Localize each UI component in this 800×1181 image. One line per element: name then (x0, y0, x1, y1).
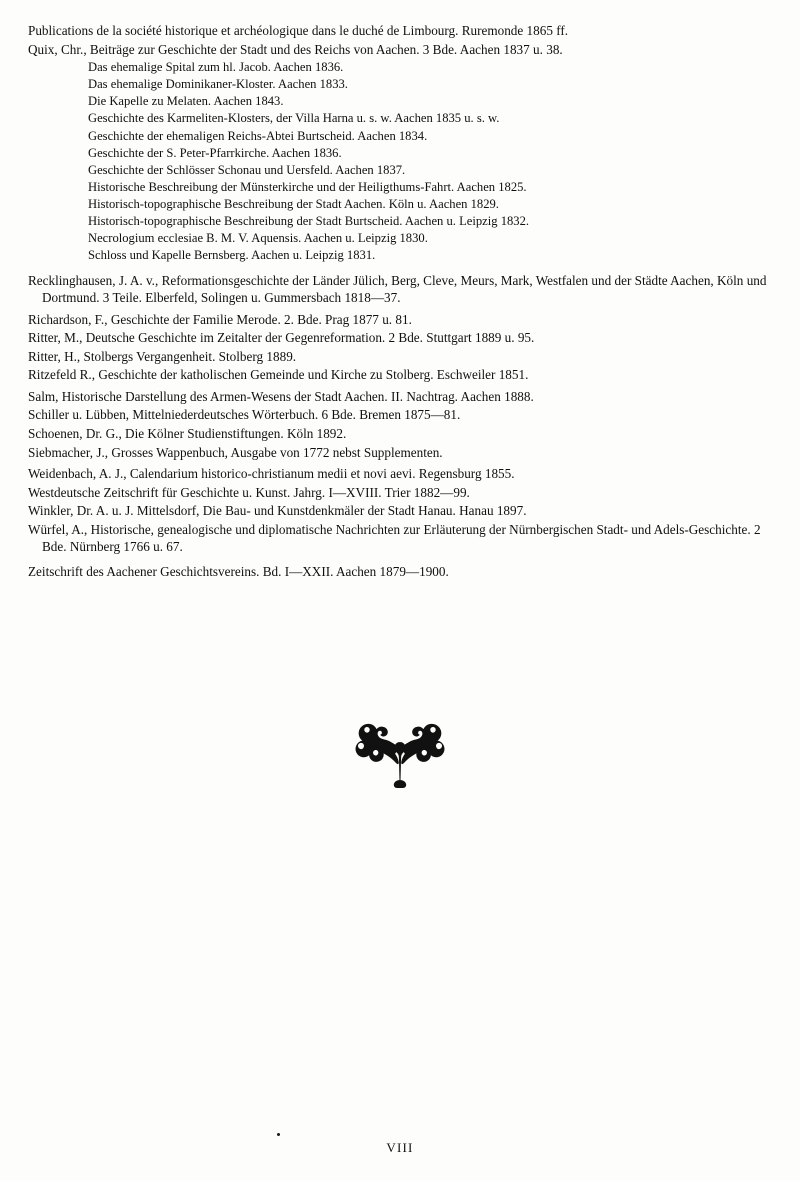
bibliography-entry: Quix, Chr., Beiträge zur Geschichte der Stadt und des Reichs von Aachen. 3 Bde. Aachen 1837 u. 38. (28, 41, 563, 57)
bibliography-subentry: Das ehemalige Dominikaner-Kloster. Aachen 1833. (88, 77, 348, 92)
bibliography-entry: Ritzefeld R., Geschichte der katholischen Gemeinde und Kirche zu Stolberg. Eschweiler 1851. (28, 367, 529, 383)
bibliography-subentry: Das ehemalige Spital zum hl. Jacob. Aachen 1836. (88, 60, 344, 75)
bibliography-subentry: Geschichte des Karmeliten-Klosters, der Villa Harna u. s. w. Aachen 1835 u. s. w. (88, 111, 500, 126)
bibliography-entry: Recklinghausen, J. A. v., Reformationsgeschichte der Länder Jülich, Berg, Cleve, Meurs, Mark, Westfalen und der Städte Aachen, Köln und Dortmund. 3 Teile. Elberfeld, Solingen u. Gummersbach 1818—37. (28, 272, 767, 306)
folio-marker-dot (277, 1133, 280, 1136)
bibliography-entry: Richardson, F., Geschichte der Familie Merode. 2. Bde. Prag 1877 u. 81. (28, 311, 412, 327)
bibliography-entry: Weidenbach, A. J., Calendarium historico-christianum medii et novi aevi. Regensburg 1855. (28, 466, 515, 482)
bibliography-entry: Schoenen, Dr. G., Die Kölner Studienstiftungen. Köln 1892. (28, 425, 347, 441)
bibliography-entry: Siebmacher, J., Grosses Wappenbuch, Ausgabe von 1772 nebst Supplementen. (28, 444, 443, 460)
bibliography-subentry: Historische Beschreibung der Münsterkirche und der Heiligthums-Fahrt. Aachen 1825. (88, 179, 527, 194)
bibliography-subentry: Geschichte der ehemaligen Reichs-Abtei Burtscheid. Aachen 1834. (88, 128, 428, 143)
bibliography-entry: Westdeutsche Zeitschrift für Geschichte u. Kunst. Jahrg. I—XVIII. Trier 1882—99. (28, 484, 470, 500)
bibliography-entry: Zeitschrift des Aachener Geschichtsvereins. Bd. I—XXII. Aachen 1879—1900. (28, 563, 449, 579)
bibliography-entry: Salm, Historische Darstellung des Armen-Wesens der Stadt Aachen. II. Nachtrag. Aachen 1888. (28, 388, 534, 404)
bibliography-subentry: Geschichte der Schlösser Schonau und Uersfeld. Aachen 1837. (88, 162, 406, 177)
bibliography-subentry: Die Kapelle zu Melaten. Aachen 1843. (88, 94, 284, 109)
bibliography-entry: Winkler, Dr. A. u. J. Mittelsdorf, Die Bau- und Kunstdenkmäler der Stadt Hanau. Hanau 1897. (28, 503, 527, 519)
bibliography-entry: Würfel, A., Historische, genealogische und diplomatische Nachrichten zur Erläuterung der Nürnbergischen Stadt- und Adels-Geschichte. 2 Bde. Nürnberg 1766 u. 67. (28, 521, 761, 555)
bibliography-subentry: Necrologium ecclesiae B. M. V. Aquensis. Aachen u. Leipzig 1830. (88, 231, 428, 246)
bibliography-entry: Publications de la société historique et archéologique dans le duché de Limbourg. Ruremonde 1865 ff. (28, 23, 569, 38)
bibliography-entry: Ritter, M., Deutsche Geschichte im Zeitalter der Gegenreformation. 2 Bde. Stuttgart 1889 u. 95. (28, 330, 535, 346)
floral-vignette-ornament (0, 718, 800, 793)
page-number: VIII (386, 1140, 414, 1155)
bibliography-entry: Ritter, H., Stolbergs Vergangenheit. Stolberg 1889. (28, 348, 297, 364)
bibliography-entry: Schiller u. Lübben, Mittelniederdeutsches Wörterbuch. 6 Bde. Bremen 1875—81. (28, 407, 461, 423)
bibliography-subentry: Historisch-topographische Beschreibung der Stadt Aachen. Köln u. Aachen 1829. (88, 197, 499, 212)
bibliography-subentry: Geschichte der S. Peter-Pfarrkirche. Aachen 1836. (88, 145, 342, 160)
bibliography-subentry: Historisch-topographische Beschreibung der Stadt Burtscheid. Aachen u. Leipzig 1832. (88, 214, 530, 229)
bibliography-subentry: Schloss und Kapelle Bernsberg. Aachen u. Leipzig 1831. (88, 248, 376, 263)
bibliography-list (28, 22, 772, 581)
